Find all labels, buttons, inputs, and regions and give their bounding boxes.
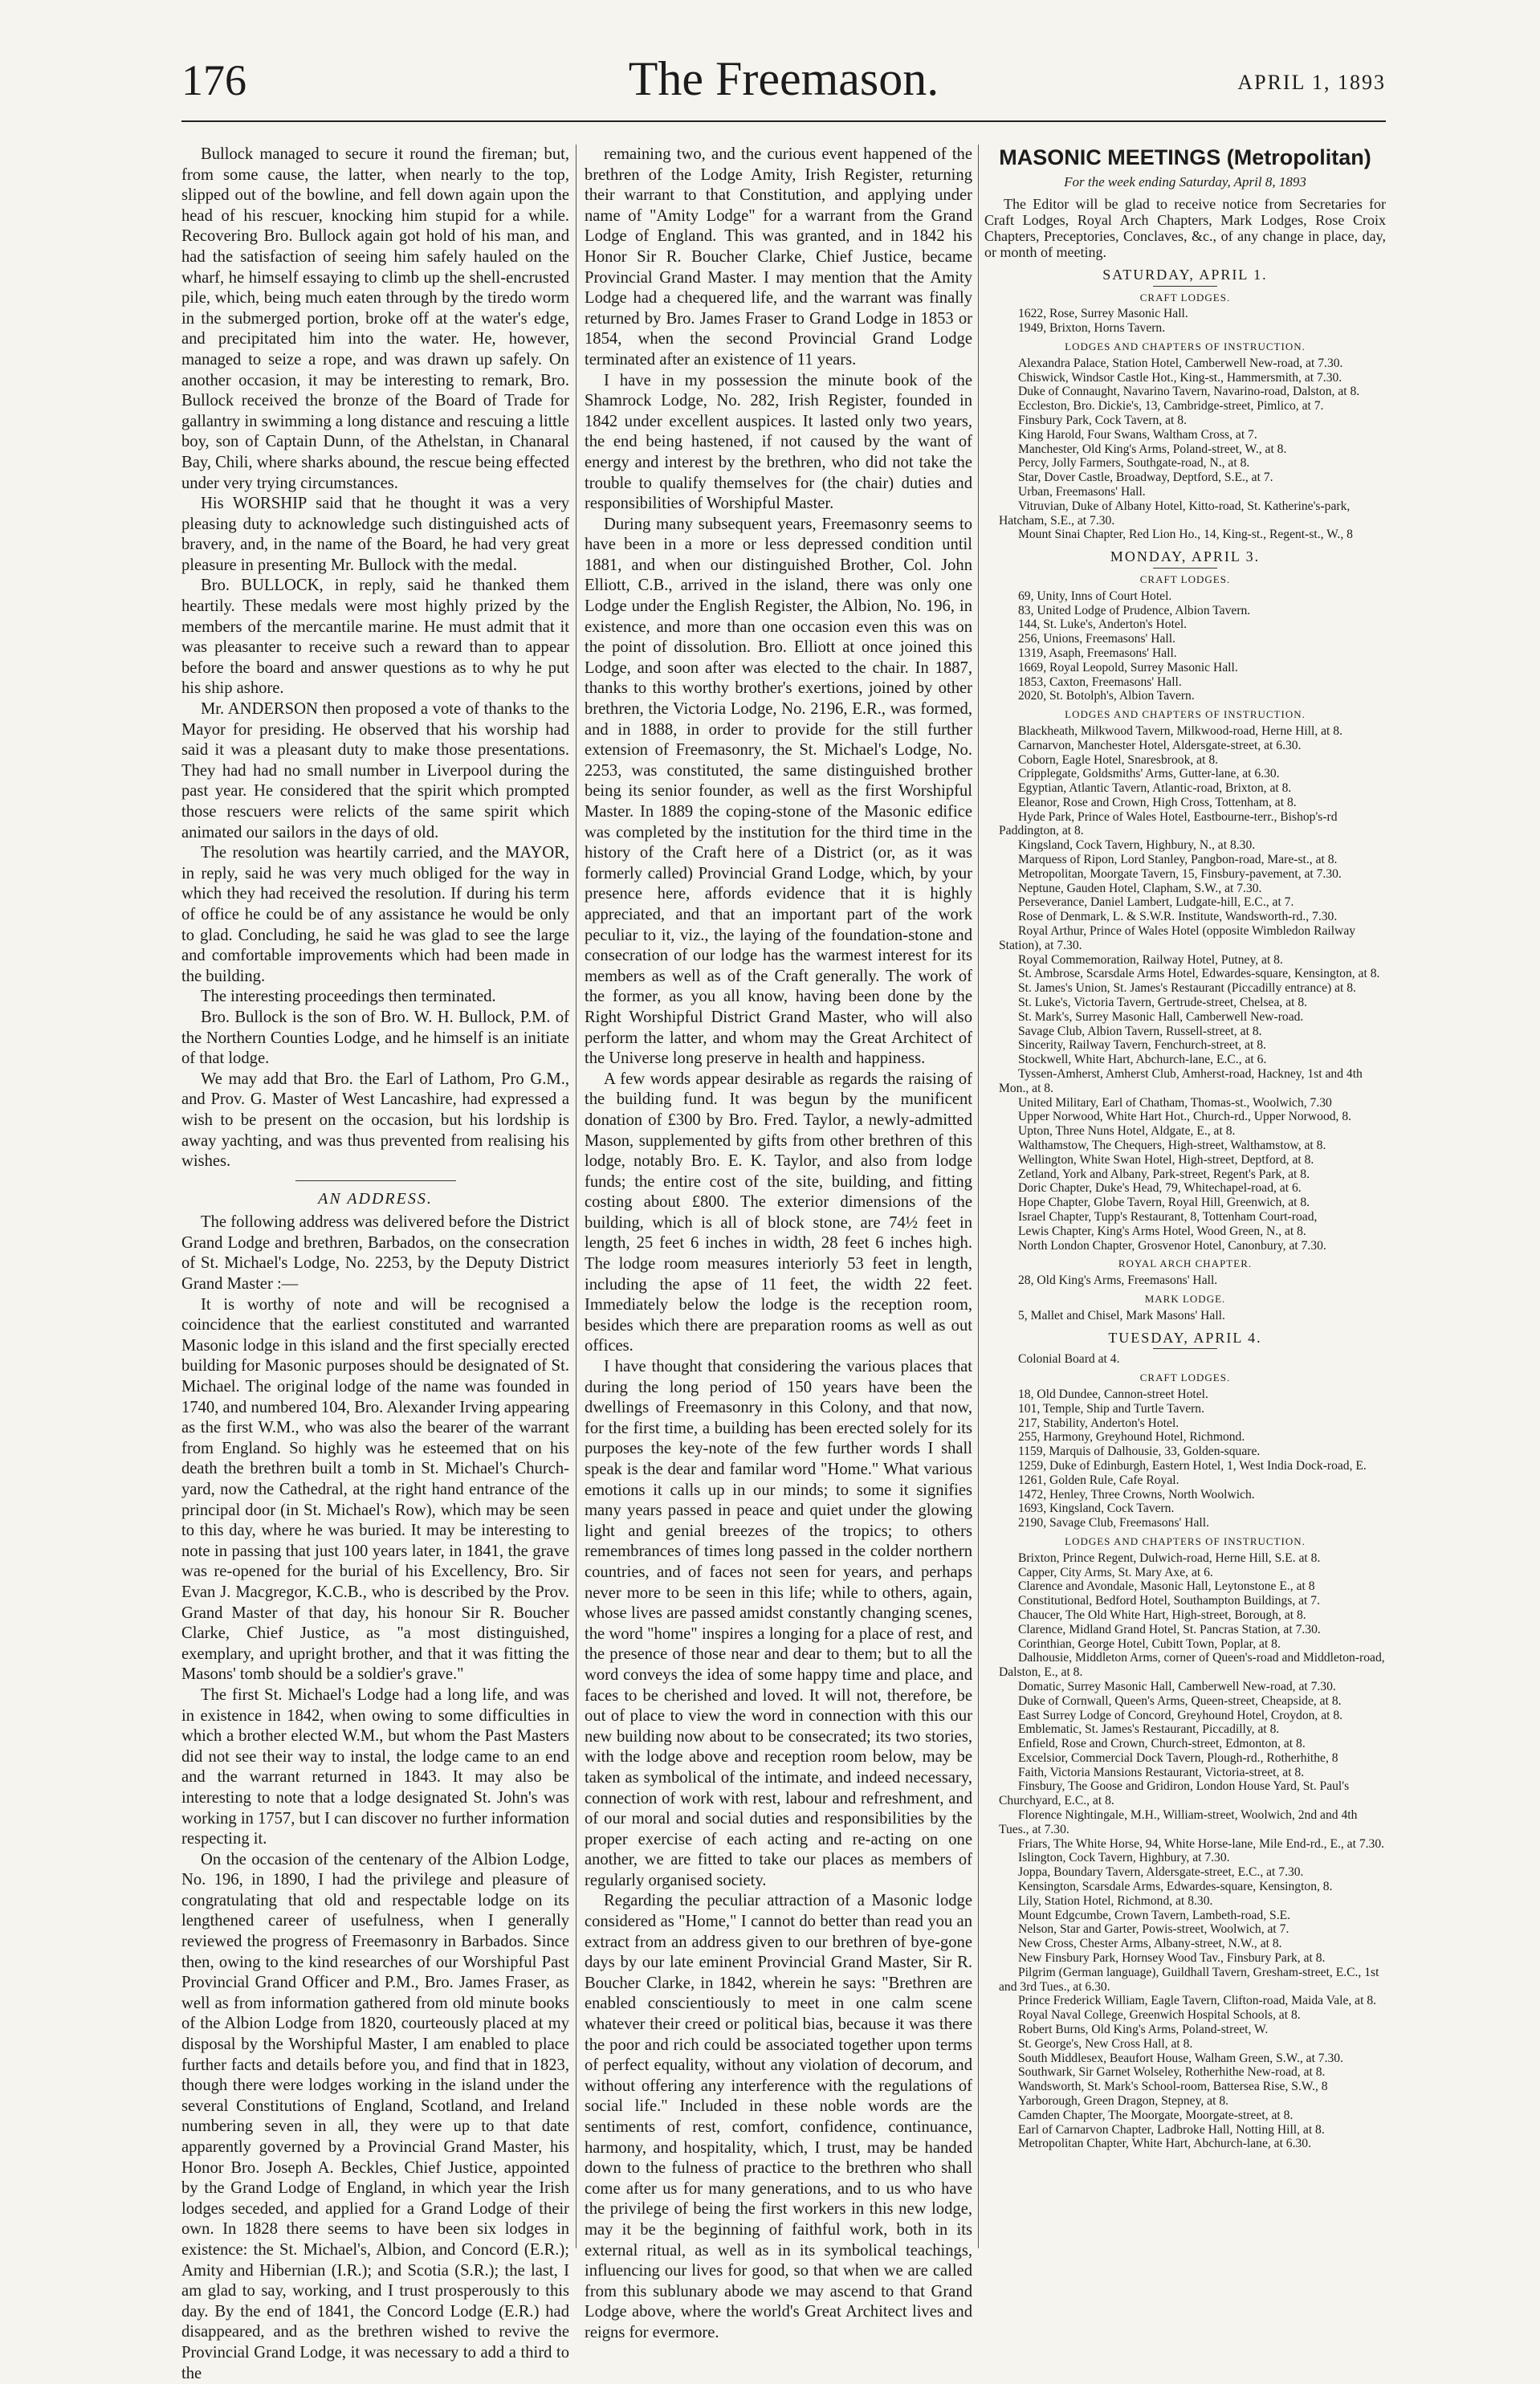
- meeting-entry: 18, Old Dundee, Cannon-street Hotel.: [1018, 1387, 1208, 1401]
- meeting-entry: Neptune, Gauden Hotel, Clapham, S.W., at 7.30.: [1018, 881, 1262, 895]
- meeting-entry: Dalhousie, Middleton Arms, corner of Queen's-road and Middleton-road, Dalston, E., at 8.: [999, 1651, 1385, 1680]
- article-continuation: [181, 145, 569, 1172]
- section-heading: LODGES AND CHAPTERS OF INSTRUCTION.: [1065, 1534, 1306, 1547]
- meeting-entry: Clarence, Midland Grand Hotel, St. Pancras Station, at 7.30.: [1018, 1622, 1321, 1636]
- meeting-entry: Vitruvian, Duke of Albany Hotel, Kitto-road, St. Katherine's-park, Hatcham, S.E., at 7.30.: [999, 499, 1351, 528]
- meetings-subtitle: For the week ending Saturday, April 8, 1893: [1064, 174, 1306, 189]
- meeting-entry: Urban, Freemasons' Hall.: [1018, 484, 1146, 499]
- meeting-entry: Tyssen-Amherst, Amherst Club, Amherst-road, Hackney, 1st and 4th Mon., at 8.: [999, 1067, 1363, 1095]
- meeting-entry: Sincerity, Railway Tavern, Fenchurch-street, at 8.: [1018, 1038, 1266, 1053]
- meeting-entry: St. Luke's, Victoria Tavern, Gertrude-street, Chelsea, at 8.: [1018, 996, 1308, 1010]
- day-heading: SATURDAY, APRIL 1.: [1102, 266, 1268, 283]
- meeting-entry: 144, St. Luke's, Anderton's Hotel.: [1018, 617, 1188, 632]
- meeting-entry: Finsbury Park, Cock Tavern, at 8.: [1018, 413, 1187, 427]
- meeting-entry: St. James's Union, St. James's Restaurant (Piccadilly entrance) at 8.: [1018, 981, 1356, 996]
- meeting-entry: 217, Stability, Anderton's Hotel.: [1018, 1416, 1179, 1430]
- meeting-entry: St. Ambrose, Scarsdale Arms Hotel, Edwardes-square, Kensington, at 8.: [1018, 967, 1380, 981]
- address-body: [181, 1212, 569, 2384]
- meeting-entry: Perseverance, Daniel Lambert, Ludgate-hill, E.C., at 7.: [1018, 895, 1294, 910]
- meeting-entry: Clarence and Avondale, Masonic Hall, Leytonstone E., at 8: [1018, 1579, 1315, 1594]
- meeting-entry: Camden Chapter, The Moorgate, Moorgate-street, at 8.: [1018, 2108, 1294, 2122]
- address-title: AN ADDRESS.: [318, 1189, 433, 1208]
- paragraph: The interesting proceedings then terminated.: [201, 988, 496, 1006]
- meeting-entry: 1949, Brixton, Horns Tavern.: [1018, 321, 1166, 336]
- meeting-entry: 256, Unions, Freemasons' Hall.: [1018, 632, 1175, 646]
- meeting-entry: 1159, Marquis of Dalhousie, 33, Golden-square.: [1018, 1445, 1261, 1459]
- header-rule: [181, 120, 1386, 122]
- meeting-entry: King Harold, Four Swans, Waltham Cross, at 7.: [1018, 427, 1257, 442]
- paragraph: Bro. BULLOCK, in reply, said he thanked them heartily. These medals were most highly prized by the members of the mercantile marine. He must admit that it was pleasanter to receive such a reward than to appear before the board and answer questions as to why he put his ship ashore.: [181, 577, 569, 698]
- day-heading: TUESDAY, APRIL 4.: [1108, 1329, 1262, 1346]
- section-heading: CRAFT LODGES.: [1139, 573, 1231, 585]
- meeting-entry: Wandsworth, St. Mark's School-room, Battersea Rise, S.W., 8: [1018, 2080, 1328, 2094]
- paragraph: I have in my possession the minute book of the Shamrock Lodge, No. 282, Irish Register, founded in 1842 under excellent auspices. It lasted only two years, the end being hastened, if not caused by the want of energy and interest by the brethren, who did not take the trouble to qualify themselves for (the chair) duties and responsibilities of Worshipful Master.: [585, 371, 972, 513]
- meeting-entry: Wellington, White Swan Hotel, High-street, Deptford, at 8.: [1018, 1152, 1314, 1167]
- address-continuation: [585, 145, 972, 2344]
- column-2: [585, 145, 972, 2344]
- meeting-entry: Star, Dover Castle, Broadway, Deptford, S.E., at 7.: [1018, 471, 1273, 485]
- meeting-entry: Marquess of Ripon, Lord Stanley, Pangbon-road, Mare-st., at 8.: [1018, 853, 1338, 867]
- meeting-entry: Coborn, Eagle Hotel, Snaresbrook, at 8.: [1018, 752, 1219, 767]
- section-heading: CRAFT LODGES.: [1139, 291, 1231, 304]
- meeting-entry: Kingsland, Cock Tavern, Highbury, N., at 8.30.: [1018, 838, 1256, 853]
- meeting-entry: Finsbury, The Goose and Gridiron, London House Yard, St. Paul's Churchyard, E.C., at 8.: [999, 1779, 1350, 1808]
- meeting-entry: 101, Temple, Ship and Turtle Tavern.: [1018, 1401, 1205, 1416]
- meeting-entry: 1622, Rose, Surrey Masonic Hall.: [1018, 307, 1188, 321]
- meeting-entry: Earl of Carnarvon Chapter, Ladbroke Hall, Notting Hill, at 8.: [1018, 2122, 1325, 2137]
- meeting-entry: Eleanor, Rose and Crown, High Cross, Tottenham, at 8.: [1018, 795, 1297, 809]
- meeting-entry: Lewis Chapter, King's Arms Hotel, Wood Green, N., at 8.: [1018, 1224, 1306, 1238]
- meeting-entry: Rose of Denmark, L. & S.W.R. Institute, Wandsworth-rd., 7.30.: [1018, 910, 1338, 924]
- section-heading: ROYAL ARCH CHAPTER.: [1118, 1257, 1253, 1270]
- meeting-entry: Constitutional, Bedford Hotel, Southampton Buildings, at 7.: [1018, 1594, 1320, 1608]
- section-heading: LODGES AND CHAPTERS OF INSTRUCTION.: [1065, 708, 1306, 721]
- meeting-entry: Joppa, Boundary Tavern, Aldersgate-street, E.C., at 7.30.: [1018, 1865, 1304, 1880]
- meeting-entry: 1693, Kingsland, Cock Tavern.: [1018, 1502, 1175, 1516]
- paragraph: Mr. ANDERSON then proposed a vote of thanks to the Mayor for presiding. He observed that his worship had said it was a pleasant duty to make those presentations. They had had no small number in Liverpool during the past year. He considered that the spirit which prompted those rescuers were relicts of the same spirit which animated our sailors in the days of old.: [181, 700, 569, 842]
- meeting-entry: 5, Mallet and Chisel, Mark Masons' Hall.: [1018, 1308, 1225, 1322]
- meeting-entry: 69, Unity, Inns of Court Hotel.: [1018, 589, 1172, 603]
- section-heading: MARK LODGE.: [1144, 1292, 1226, 1305]
- meeting-entry: Manchester, Old King's Arms, Poland-street, W., at 8.: [1018, 442, 1287, 456]
- meeting-entry: Hope Chapter, Globe Tavern, Royal Hill, Greenwich, at 8.: [1018, 1196, 1310, 1210]
- paragraph: The resolution was heartily carried, and the MAYOR, in reply, said he was very much obliged for the way in which they had received the resolution. If during his term of office he could be of any assistance he would be only to glad. Concluding, he said he was glad to see the large and comfortable improvements which had been made in the building.: [181, 844, 569, 985]
- meeting-entry: 28, Old King's Arms, Freemasons' Hall.: [1018, 1274, 1218, 1288]
- meeting-entry: 2190, Savage Club, Freemasons' Hall.: [1018, 1516, 1209, 1530]
- paragraph: Regarding the peculiar attraction of a Masonic lodge considered as "Home," I cannot do better than read you an extract from an address given to our brethren of bye-gone days by our late eminent Provincial Grand Master, Sir R. Boucher Clarke, in 1842, wherein he says: "Brethren are enabled conscientiously to meet in one calm scene whatever their creed or political bias, because it was there the poor and rich could be associated together upon terms of perfect equality, without any violation of decorum, and without offering any interference with the regulations of social life." Included in these noble words are the sentiments of rest, comfort, confidence, continuance, harmony, and hospitality, which, I trust, may be handed down to the fulness of practice to the brethren who shall come after us for many generations, and to us who have the privilege of being the first workers in this new lodge, may it be the beginning of faithful work, both in its external ritual, as well as in its symbolical teachings, influencing our lives for good, so that when we are called from this sublunary abode we may ascend to that Grand Lodge above, where the world's Great Architect lives and reigns for evermore.: [585, 1892, 972, 2341]
- meeting-entry: Metropolitan, Moorgate Tavern, 15, Finsbury-pavement, at 7.30.: [1018, 866, 1342, 881]
- meeting-entry: North London Chapter, Grosvenor Hotel, Canonbury, at 7.30.: [1018, 1238, 1326, 1253]
- day-rule: [1153, 286, 1217, 287]
- paragraph: remaining two, and the curious event happened of the brethren of the Lodge Amity, Irish Register, returning their warrant to that Constitution, and applying under name of "Amity Lodge" for a warrant from the Grand Lodge of England. This was granted, and in 1842 his Honor Sir R. Boucher Clarke, Chief Justice, became Provincial Grand Master. I may mention that the Amity Lodge had a chequered life, and the warrant was finally returned by Bro. James Fraser to Grand Lodge in 1853 or 1854, when the second Provincial Grand Lodge terminated after an existence of 11 years.: [585, 145, 972, 369]
- meeting-entry: Metropolitan Chapter, White Hart, Abchurch-lane, at 6.30.: [1018, 2137, 1311, 2151]
- editor-notice: The Editor will be glad to receive notice from Secretaries for Craft Lodges, Royal Arch Chapters, Mark Lodges, Rose Croix Chapters, Preceptories, Conclaves, &c., of any change in place, day, or month of meeting.: [984, 195, 1386, 260]
- meeting-entry: Capper, City Arms, St. Mary Axe, at 6.: [1018, 1565, 1213, 1579]
- masonic-meetings: [984, 145, 1386, 2151]
- meeting-entry: Doric Chapter, Duke's Head, 79, Whitechapel-road, at 6.: [1018, 1181, 1302, 1196]
- meeting-entry: Corinthian, George Hotel, Cubitt Town, Poplar, at 8.: [1018, 1636, 1281, 1651]
- meeting-entry: Prince Frederick William, Eagle Tavern, Clifton-road, Maida Vale, at 8.: [1018, 1994, 1377, 2008]
- meeting-entry: 1853, Caxton, Freemasons' Hall.: [1018, 674, 1182, 689]
- meeting-entry: Yarborough, Green Dragon, Stepney, at 8.: [1018, 2094, 1229, 2109]
- meeting-entry: Florence Nightingale, M.H., William-street, Woolwich, 2nd and 4th Tues., at 7.30.: [999, 1808, 1358, 1836]
- paragraph: On the occasion of the centenary of the Albion Lodge, No. 196, in 1890, I had the privilege and pleasure of congratulating that old and respectable lodge on its lengthened career of usefulness, when I generally reviewed the progress of Freemasonry in Barbados. Since then, owing to the kind researches of our Worshipful Past Provincial Grand Officer and P.M., Bro. James Fraser, as well as from information gathered from old minute books of the Albion Lodge from 1820, courteously placed at my disposal by the Worshipful Master, I am enabled to place further facts and details before you, and find that in 1823, though there were lodges working in the island under the several Constitutions of England, Scotland, and Ireland numbering seven in all, they were up to that date apparently governed by a Provincial Grand Master, his Honor Bro. Joseph A. Beckles, Chief Justice, appointed by the Grand Lodge of England, in which year the Irish lodges seceded, and applied for a Grand Lodge of their own. In 1828 there seems to have been six lodges in existence: the St. Michael's, Albion, and Concord (E.R.); Amity and Hibernian (I.R.); and Scotia (S.R.); the last, I am glad to say, working, and I trust prosperously to this day. By the end of 1841, the Concord Lodge (E.R.) had disappeared, and as the brethren wished to revive the Provincial Grand Lodge, it was necessary to add a third to the: [181, 1850, 569, 2382]
- meeting-entry: 1472, Henley, Three Crowns, North Woolwich.: [1018, 1487, 1255, 1502]
- paragraph: The following address was delivered before the District Grand Lodge and brethren, Barbados, on the consecration of St. Michael's Lodge, No. 2253, by the Deputy District Grand Master :—: [181, 1213, 569, 1294]
- column-1: [181, 145, 569, 2384]
- paragraph: We may add that Bro. the Earl of Lathom, Pro G.M., and Prov. G. Master of West Lancashire, had expressed a wish to be present on the occasion, but his lordship is away yachting, and was thus prevented from realising his wishes.: [181, 1070, 569, 1171]
- meeting-entry: Faith, Victoria Mansions Restaurant, Victoria-street, at 8.: [1018, 1765, 1305, 1779]
- meeting-entry: Cripplegate, Goldsmiths' Arms, Gutter-lane, at 6.30.: [1018, 767, 1280, 781]
- meeting-entry: 255, Harmony, Greyhound Hotel, Richmond.: [1018, 1430, 1245, 1445]
- meeting-entry: Israel Chapter, Tupp's Restaurant, 8, Tottenham Court-road,: [1018, 1210, 1318, 1224]
- meetings-list: [984, 268, 1386, 2151]
- meeting-entry: Stockwell, White Hart, Abchurch-lane, E.C., at 6.: [1018, 1053, 1267, 1067]
- meeting-entry: Royal Naval College, Greenwich Hospital Schools, at 8.: [1018, 2008, 1301, 2023]
- meeting-entry: Royal Commemoration, Railway Hotel, Putney, at 8.: [1018, 952, 1283, 967]
- day-heading: MONDAY, APRIL 3.: [1110, 548, 1261, 565]
- meeting-entry: Carnarvon, Manchester Hotel, Aldersgate-street, at 6.30.: [1018, 738, 1302, 752]
- masthead: The Freemason.: [628, 52, 939, 105]
- paragraph: A few words appear desirable as regards the raising of the building fund. It was begun by the munificent donation of £300 by Bro. Fred. Taylor, a newly-admitted Mason, supplemented by gifts from other brethren of this lodge, notably Bro. E. K. Taylor, and also from lodge funds; the entire cost of the site, building, and fitting costing about £800. The exterior dimensions of the building, which is all of block stone, are 74½ feet in length, 25 feet 6 inches in width, 28 feet 6 inches high. The lodge room measures interiorly 53 feet in length, including the apse of 11 feet, the width 22 feet. Immediately below the lodge is the reception room, besides which there are preparation rooms as well as out offices.: [585, 1070, 972, 1355]
- meeting-entry: Chiswick, Windsor Castle Hot., King-st., Hammersmith, at 7.30.: [1018, 370, 1342, 385]
- paragraph: The first St. Michael's Lodge had a long life, and was in existence in 1842, when owing to some difficulties in which a brother elected W.M., but whom the Past Masters did not see their way to instal, the lodge came to an end and the warrant returned in 1843. It may also be interesting to note that a lodge designated St. John's was working in 1757, but I can discover no further information respecting it.: [181, 1685, 569, 1848]
- meeting-entry: Domatic, Surrey Masonic Hall, Camberwell New-road, at 7.30.: [1018, 1679, 1336, 1693]
- meeting-entry: United Military, Earl of Chatham, Thomas-st., Woolwich, 7.30: [1018, 1095, 1332, 1110]
- meeting-entry: Duke of Connaught, Navarino Tavern, Navarino-road, Dalston, at 8.: [1018, 385, 1360, 399]
- meeting-entry: Upton, Three Nuns Hotel, Aldgate, E., at 8.: [1018, 1124, 1236, 1139]
- meeting-entry: Savage Club, Albion Tavern, Russell-street, at 8.: [1018, 1024, 1262, 1038]
- column-divider: [978, 145, 979, 2248]
- meeting-entry: Walthamstow, The Chequers, High-street, Walthamstow, at 8.: [1018, 1139, 1326, 1153]
- meeting-entry: Eccleston, Bro. Dickie's, 13, Cambridge-street, Pimlico, at 7.: [1018, 399, 1324, 414]
- meeting-entry: Emblematic, St. James's Restaurant, Piccadilly, at 8.: [1018, 1722, 1280, 1737]
- paragraph: Bro. Bullock is the son of Bro. W. H. Bullock, P.M. of the Northern Counties Lodge, and he himself is an initiate of that lodge.: [181, 1008, 569, 1068]
- meeting-entry: Mount Edgcumbe, Crown Tavern, Lambeth-road, S.E.: [1018, 1908, 1291, 1922]
- meeting-entry: St. George's, New Cross Hall, at 8.: [1018, 2036, 1193, 2051]
- meeting-entry: Nelson, Star and Garter, Powis-street, Woolwich, at 7.: [1018, 1922, 1289, 1937]
- meeting-entry: Colonial Board at 4.: [1018, 1352, 1120, 1367]
- meeting-entry: Zetland, York and Albany, Park-street, Regent's Park, at 8.: [1018, 1167, 1310, 1181]
- meeting-entry: East Surrey Lodge of Concord, Greyhound Hotel, Croydon, at 8.: [1018, 1708, 1343, 1722]
- meeting-entry: Lily, Station Hotel, Richmond, at 8.30.: [1018, 1893, 1213, 1908]
- meeting-entry: Alexandra Palace, Station Hotel, Camberwell New-road, at 7.30.: [1018, 356, 1343, 370]
- meeting-entry: Duke of Cornwall, Queen's Arms, Queen-street, Cheapside, at 8.: [1018, 1693, 1342, 1708]
- meeting-entry: Enfield, Rose and Crown, Church-street, Edmonton, at 8.: [1018, 1737, 1306, 1751]
- section-heading: LODGES AND CHAPTERS OF INSTRUCTION.: [1065, 340, 1306, 353]
- meeting-entry: Royal Arthur, Prince of Wales Hotel (opposite Wimbledon Railway Station), at 7.30.: [999, 924, 1356, 952]
- meeting-entry: South Middlesex, Beaufort House, Walham Green, S.W., at 7.30.: [1018, 2051, 1343, 2065]
- meeting-entry: Pilgrim (German language), Guildhall Tavern, Gresham-street, E.C., 1st and 3rd Tues., at 6.30.: [999, 1965, 1379, 1994]
- meeting-entry: 83, United Lodge of Prudence, Albion Tavern.: [1018, 603, 1251, 617]
- section-divider: [295, 1180, 456, 1181]
- meeting-entry: Robert Burns, Old King's Arms, Poland-street, W.: [1018, 2023, 1269, 2037]
- meeting-entry: Friars, The White Horse, 94, White Horse-lane, Mile End-rd., E., at 7.30.: [1018, 1836, 1385, 1851]
- page-number: 176: [181, 56, 246, 104]
- paragraph: It is worthy of note and will be recognised a coincidence that the earliest constituted and warranted Masonic lodge in this island and the first specially erected building for Masonic purposes should be designated of St. Michael. The original lodge of the name was founded in 1740, and numbered 104, Bro. Alexander Irving appearing as the first W.M., who was also the bearer of the warrant from England. So highly was he esteemed that on his death the brethren built a tomb in St. Michael's Church-yard, now the Cathedral, at the right hand entrance of the principal door (in St. Michael's Row), which may be seen to this day, where he was buried. It may be interesting to note in passing that just 100 years later, in 1841, the grave was re-opened for the burial of his Excellency, Bro. Sir Evan J. Macgregor, K.C.B., who is described by the Prov. Grand Master of that day, his honour Sir R. Boucher Clarke, Chief Justice, as "a most distinguished, exemplary, and upright brother, and that it was fitting the Masons' tomb should be a soldier's grave.": [181, 1295, 569, 1684]
- meeting-entry: 1259, Duke of Edinburgh, Eastern Hotel, 1, West India Dock-road, E.: [1018, 1458, 1367, 1473]
- meeting-entry: Chaucer, The Old White Hart, High-street, Borough, at 8.: [1018, 1608, 1306, 1622]
- meeting-entry: Islington, Cock Tavern, Highbury, at 7.30.: [1018, 1851, 1230, 1865]
- meeting-entry: Percy, Jolly Farmers, Southgate-road, N., at 8.: [1018, 456, 1250, 471]
- paragraph: His WORSHIP said that he thought it was a very pleasing duty to acknowledge such distinguished acts of bravery, and, in the name of the Board, he had very great pleasure in presenting Mr. Bullock with the medal.: [181, 495, 569, 574]
- day-rule: [1153, 1348, 1217, 1349]
- meeting-entry: Kensington, Scarsdale Arms, Edwardes-square, Kensington, 8.: [1018, 1880, 1333, 1894]
- meeting-entry: Egyptian, Atlantic Tavern, Atlantic-road, Brixton, at 8.: [1018, 781, 1292, 796]
- section-heading: CRAFT LODGES.: [1139, 1371, 1231, 1384]
- meeting-entry: Hyde Park, Prince of Wales Hotel, Eastbourne-terr., Bishop's-rd Paddington, at 8.: [999, 809, 1338, 838]
- paragraph: I have thought that considering the various places that during the long period of 150 years have been the dwellings of Freemasonry in this Colony, and that now, for the first time, a building has been erected solely for its purposes the key-note of the few further words I shall speak is the dear and familar word "Home." What various emotions it calls up in our minds; to some it signifies many years passed in peace and quiet under the glowing light and genial breezes of the tropics; to others remembrances of times long passed in the colder northern countries, and of faces not seen for years, and perhaps never more to be seen in this life; while to others, again, whose lives are passed amidst constantly changing scenes, the word "home" inspires a longing for a place of rest, and the presence of those near and dear to them; but to all the word conveys the idea of some happy time and place, and faces to be cherished and loved. It will not, therefore, be out of place to view the word in connection with this our new building now about to be consecrated; its two stories, with the lodge above and reception room below, may be taken as symbolical of the intimate, and indeed necessary, connection of work with rest, labour and refreshment, and of our moral and social duties and responsibilities by the proper exercise of each acting and re-acting on one another, we are fitted to take our places as members of regularly organised society.: [585, 1358, 972, 1889]
- meeting-entry: 2020, St. Botolph's, Albion Tavern.: [1018, 689, 1195, 703]
- meetings-title: MASONIC MEETINGS (Metropolitan): [999, 145, 1371, 169]
- meeting-entry: Upper Norwood, White Hart Hot., Church-rd., Upper Norwood, 8.: [1018, 1110, 1352, 1124]
- meeting-entry: 1261, Golden Rule, Cafe Royal.: [1018, 1473, 1179, 1487]
- meeting-entry: New Finsbury Park, Hornsey Wood Tav., Finsbury Park, at 8.: [1018, 1951, 1326, 1966]
- paragraph: During many subsequent years, Freemasonry seems to have been in a more or less depressed condition until 1881, and when our distinguished Brother, Col. John Elliott, C.B., arrived in the island, there was only one Lodge under the English Register, the Albion, No. 196, in existence, and more than one occasion even this was on the point of dissolution. Bro. Elliott at once joined this Lodge, and soon after was elected to the chair. In 1887, thanks to this worthy brother's exertions, joined by other brethren, the Victoria Lodge, No. 2196, E.R., was formed, and in 1888, in order to provide for the still further extension of Freemasonry, the St. Michael's Lodge, No. 2253, was constituted, the same distinguished brother being its senior founder, as well as the first Worshipful Master. In 1889 the coping-stone of the Masonic edifice was completed by the institution for the third time in the history of the Craft here of a District (or, as it was formerly called) Provincial Grand Lodge, which, by your presence here, affords evidence that it is highly appreciated, and that an important part of the work peculiar to it, viz., the laying of the foundation-stone and consecration of our lodge has the warmest interest for its members as well as of the Craft generally. The work of the former, as you all know, having been done by the Right Worshipful District Grand Master, who will also perform the latter, and whom may the Great Architect of the Universe long preserve in health and happiness.: [585, 515, 972, 1068]
- meeting-entry: Southwark, Sir Garnet Wolseley, Rotherhithe New-road, at 8.: [1018, 2065, 1326, 2080]
- meeting-entry: Mount Sinai Chapter, Red Lion Ho., 14, King-st., Regent-st., W., 8: [1018, 528, 1353, 542]
- meeting-entry: Brixton, Prince Regent, Dulwich-road, Herne Hill, S.E. at 8.: [1018, 1551, 1321, 1565]
- page-header: [181, 52, 1386, 109]
- meeting-entry: New Cross, Chester Arms, Albany-street, N.W., at 8.: [1018, 1937, 1282, 1951]
- paragraph: Bullock managed to secure it round the fireman; but, from some cause, the latter, when nearly to the top, slipped out of the bowline, and fell down again upon the head of his rescuer, knocking him stupid for a while. Recovering Bro. Bullock again got hold of his man, and had the satisfaction of seeing him safely hauled on the wharf, he himself essaying to climb up the shell-encrusted pile, which, being much eaten through by the tiredo worm in the submerged portion, broke off at the water's edge, and precipitated him into the water. He, however, managed to seize a rope, and was drawn up safely. On another occasion, it may be interesting to remark, Bro. Bullock received the bronze of the Board of Trade for gallantry in swimming a long distance and rescuing a little boy, son of Captain Dunn, of the Athelstan, in Chanaral Bay, Chili, where sharks abound, the rescue being effected under very trying circumstances.: [181, 145, 569, 492]
- meeting-entry: 1669, Royal Leopold, Surrey Masonic Hall.: [1018, 660, 1238, 674]
- meeting-entry: Blackheath, Milkwood Tavern, Milkwood-road, Herne Hill, at 8.: [1018, 723, 1342, 738]
- meeting-entry: 1319, Asaph, Freemasons' Hall.: [1018, 646, 1177, 660]
- meeting-entry: St. Mark's, Surrey Masonic Hall, Camberwell New-road.: [1018, 1009, 1304, 1024]
- meeting-entry: Excelsior, Commercial Dock Tavern, Plough-rd., Rotherhithe, 8: [1018, 1750, 1338, 1765]
- issue-date: APRIL 1, 1893: [1237, 71, 1386, 94]
